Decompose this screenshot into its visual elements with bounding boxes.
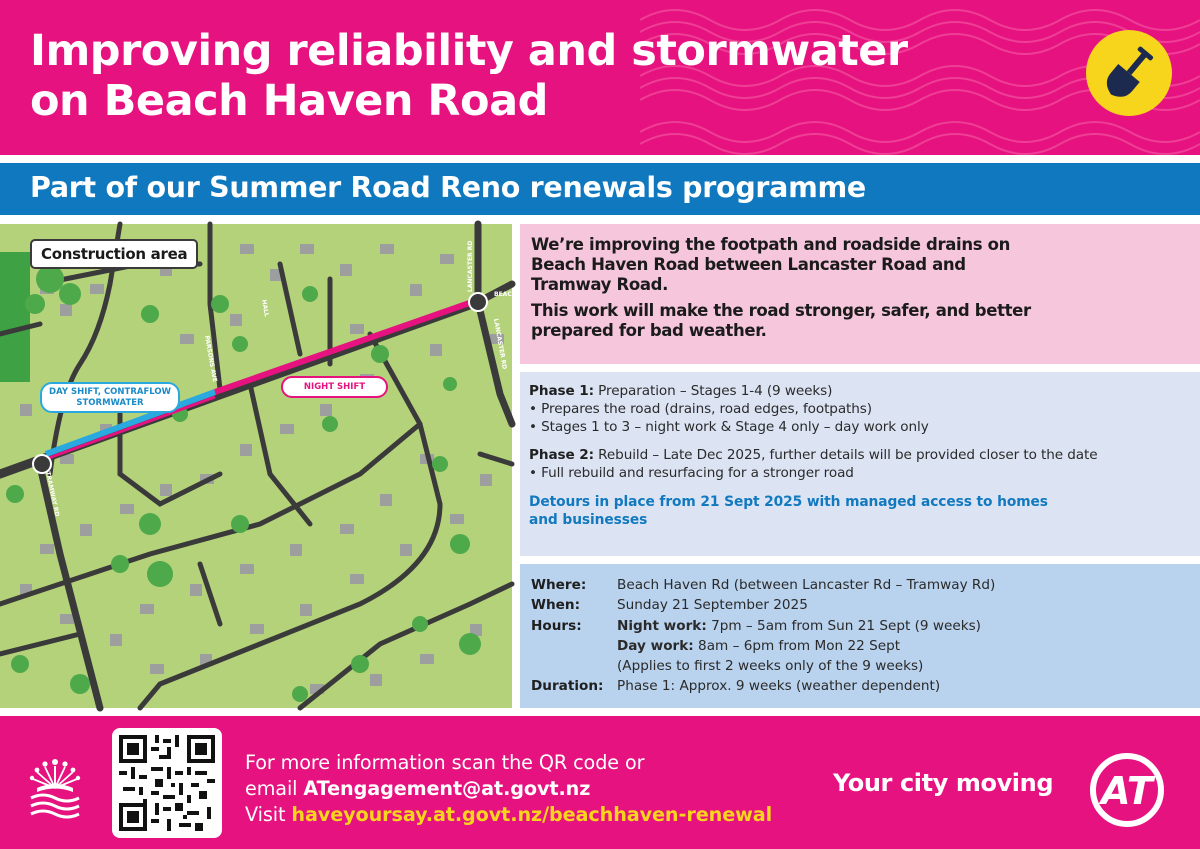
detour-line-1: Detours in place from 21 Sept 2025 with managed access to homes [529, 494, 1048, 510]
header-banner [0, 0, 1200, 155]
lancaster-roundabout [469, 293, 487, 311]
hours-values [617, 616, 981, 677]
hours-row [531, 616, 1200, 677]
intro-p1-line1: We’re improving the footpath and roadside drains on [531, 235, 1010, 254]
where-label: Where: [531, 577, 587, 593]
street-label-parsons: PARSONS AVE [203, 335, 219, 383]
night-shift-tag: NIGHT SHIFT [281, 376, 388, 398]
phase-2-bullet-1: • Full rebuild and resurfacing for a stronger road [529, 465, 854, 481]
title-line-1: Improving reliability and stormwater [30, 26, 908, 76]
where-row [531, 575, 1200, 595]
when-row [531, 595, 1200, 615]
day-work-value: 8am – 6pm from Mon 22 Sept [693, 637, 901, 654]
map-graphic [0, 224, 517, 708]
details-panel [520, 564, 1200, 708]
street-label-hall: HALL [260, 299, 270, 318]
title-line-2: on Beach Haven Road [30, 76, 548, 126]
duration-row [531, 676, 1200, 696]
phase-1-label: Phase 1: [529, 383, 594, 399]
qr-code[interactable] [112, 728, 222, 838]
intro-p2-line1: This work will make the road stronger, safer, and better [531, 301, 1031, 320]
phase-1-heading [529, 382, 1200, 400]
email-prefix: email [245, 777, 304, 800]
duration-label: Duration: [531, 678, 604, 695]
construction-area-label: Construction area [30, 239, 198, 269]
day-work-label: Day work: [617, 637, 694, 654]
detour-line-2: and businesses [529, 512, 648, 528]
qr-code-icon [119, 735, 215, 831]
when-label: When: [531, 597, 581, 614]
visit-prefix: Visit [245, 803, 292, 826]
info-line-2 [245, 776, 772, 802]
page-title [30, 26, 1030, 126]
website-link[interactable]: haveyoursay.at.govt.nz/beachhaven-renewal [291, 803, 773, 826]
info-line-3 [245, 802, 772, 828]
street-label-lancaster-top: LANCASTER RD [467, 240, 474, 292]
when-value: Sunday 21 September 2025 [617, 597, 808, 614]
tramway-roundabout [33, 455, 51, 473]
phase-2-heading [529, 446, 1200, 464]
intro-paragraph-2 [531, 301, 1200, 341]
intro-paragraph-1 [531, 235, 1200, 295]
intro-panel [520, 224, 1200, 364]
park-area [0, 252, 30, 382]
duration-value: Phase 1: Approx. 9 weeks (weather dependent) [617, 678, 941, 695]
subtitle-strip [0, 163, 1200, 215]
street-label-beach: BEACH [494, 291, 517, 298]
email-link[interactable]: ATengagement@at.govt.nz [303, 777, 591, 800]
contact-info [245, 750, 772, 828]
phase-1-bullet-2: • Stages 1 to 3 – night work & Stage 4 only – day work only [529, 419, 929, 435]
tagline: Your city moving [833, 769, 1054, 797]
shovel-icon [1101, 45, 1157, 101]
subtitle: Part of our Summer Road Reno renewals programme [30, 171, 866, 204]
hours-label: Hours: [531, 617, 582, 634]
phases-panel [520, 372, 1200, 556]
council-pohutukawa-icon [25, 748, 85, 818]
detour-notice [529, 493, 1200, 529]
street-label-lancaster: LANCASTER RD [492, 318, 508, 370]
day-shift-tag-line-1: DAY SHIFT, CONTRAFLOW [49, 387, 171, 397]
at-logo-text: AT [1101, 769, 1153, 813]
phase-2-label: Phase 2: [529, 447, 594, 463]
intro-p1-line2: Beach Haven Road between Lancaster Road and [531, 255, 966, 274]
construction-map [0, 224, 517, 708]
street-label-tramway: TRAMWAY RD [44, 470, 61, 518]
intro-p1-line3: Tramway Road. [531, 275, 668, 294]
day-shift-tag-line-2: STORMWATER [76, 398, 144, 408]
phase-2-text: Rebuild – Late Dec 2025, further details will be provided closer to the date [593, 447, 1098, 463]
shovel-badge [1086, 30, 1172, 116]
at-logo [1082, 750, 1172, 830]
phase-1-text: Preparation – Stages 1-4 (9 weeks) [593, 383, 833, 399]
night-work-value: 7pm – 5am from Sun 21 Sept (9 weeks) [706, 617, 981, 634]
info-line-1: For more information scan the QR code or [245, 751, 645, 774]
night-work-label: Night work: [617, 617, 707, 634]
day-shift-tag [40, 382, 180, 413]
intro-p2-line2: prepared for bad weather. [531, 321, 767, 340]
day-work-note: (Applies to first 2 weeks only of the 9 weeks) [617, 658, 924, 675]
where-value: Beach Haven Rd (between Lancaster Rd – Tramway Rd) [617, 577, 996, 593]
phase-1-bullet-1: • Prepares the road (drains, road edges, footpaths) [529, 401, 872, 417]
